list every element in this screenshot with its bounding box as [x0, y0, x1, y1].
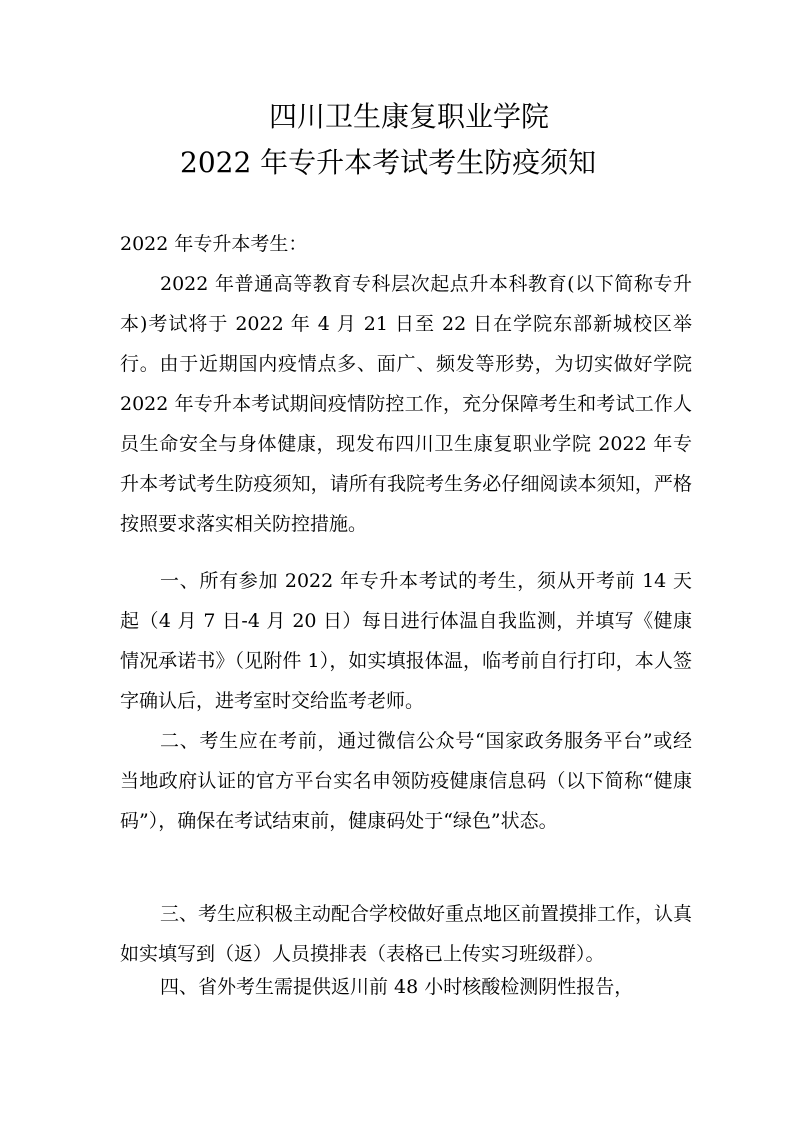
document-title-line-1: 四川卫生康复职业学院 — [269, 100, 550, 133]
paragraph-item-1: 一、所有参加 2022 年专升本考试的考生，须从开考前 14 天起（4 月 7 日-4 月 20 日）每日进行体温自我监测，并填写《健康情况承诺书》（见附件 1），如实填报体温，临考前自行打印，本人签字确认后，进考室时交给监考老师。 — [120, 570, 692, 712]
paragraph-item-4: 四、省外考生需提供返川前 48 小时核酸检测阴性报告， — [160, 976, 634, 998]
salutation: 2022 年专升本考生： — [120, 233, 308, 255]
paragraph-item-2: 二、考生应在考前，通过微信公众号“国家政务服务平台”或经当地政府认证的官方平台实名申领防疫健康信息码（以下简称“健康码”），确保在考试结束前，健康码处于“绿色”状态。 — [120, 730, 692, 832]
document-title-line-2: 2022 年专升本考试考生防疫须知 — [180, 146, 597, 179]
paragraph-intro: 2022 年普通高等教育专科层次起点升本科教育(以下简称专升本)考试将于 2022 年 4 月 21 日至 22 日在学院东部新城校区举行。由于近期国内疫情点多、面广、频发等形势，为切实做好学院 2022 年专升本考试期间疫情防控工作，充分保障考生和考试工作人员生命安全与身体健康，现发布四川卫生康复职业学院 2022 年专升本考试考生防疫须知，请所有我院考生务必仔细阅读本须知，严格按照要求落实相关防控措施。 — [120, 273, 692, 535]
paragraph-item-3: 三、考生应积极主动配合学校做好重点地区前置摸排工作，认真如实填写到（返）人员摸排表（表格已上传实习班级群）。 — [120, 903, 693, 965]
